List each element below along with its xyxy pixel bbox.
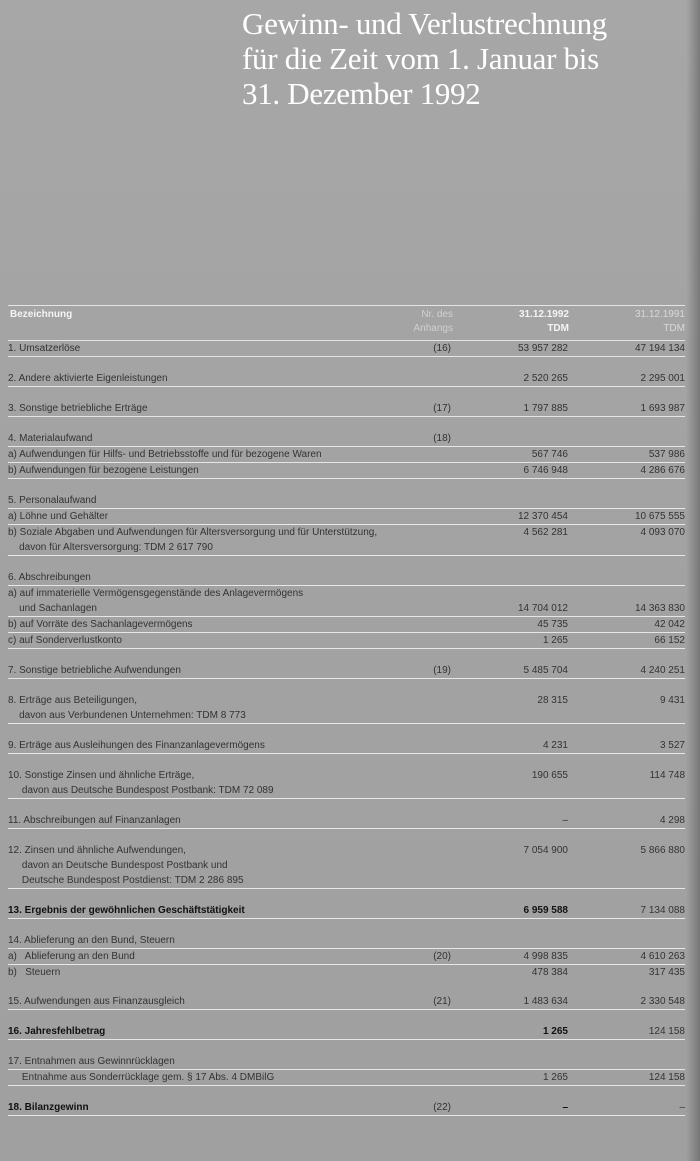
row-label: 18. Bilanzgewinn <box>8 1102 89 1113</box>
row-value-1992: 2 520 265 <box>523 373 568 384</box>
row-value-1991: 47 194 134 <box>634 343 685 354</box>
row-spacer <box>8 387 685 401</box>
row-spacer <box>8 829 685 843</box>
table-row <box>8 738 685 754</box>
row-value-1992: – <box>562 815 568 826</box>
row-label: 10. Sonstige Zinsen und ähnliche Erträge, <box>8 770 195 781</box>
row-value-1991: 1 693 987 <box>640 403 685 414</box>
row-label: 1. Umsatzerlöse <box>8 343 81 354</box>
row-value-1992: 1 797 885 <box>523 403 568 414</box>
row-label: 6. Abschreibungen <box>8 572 91 583</box>
row-value-1991: 9 431 <box>659 695 685 706</box>
table-row <box>8 994 685 1010</box>
row-value-1991: 5 866 880 <box>640 845 685 856</box>
row-label: davon für Altersversorgung: TDM 2 617 790 <box>8 542 213 553</box>
row-label: 16. Jahresfehlbetrag <box>8 1026 106 1037</box>
row-value-1992: 5 485 704 <box>523 665 568 676</box>
table-row <box>8 693 685 708</box>
table-row <box>8 768 685 783</box>
row-value-1992: 53 957 282 <box>517 343 568 354</box>
column-header-1992 <box>519 308 569 336</box>
row-label: 3. Sonstige betriebliche Erträge <box>8 403 148 414</box>
table-row <box>8 570 685 586</box>
row-note-ref: (20) <box>433 951 451 962</box>
row-value-1992: 6 959 588 <box>523 905 568 916</box>
table-row <box>8 431 685 447</box>
table-row <box>8 540 685 556</box>
row-label: 13. Ergebnis der gewöhnlichen Geschäftstätigkeit <box>8 905 245 916</box>
year2-header-unit: TDM <box>663 323 685 334</box>
row-label: a) auf immaterielle Vermögensgegenstände des Anlagevermögens <box>8 588 304 599</box>
row-value-1992: 478 384 <box>531 967 568 978</box>
table-row <box>8 843 685 858</box>
table-body <box>8 341 685 1116</box>
row-label: a) Ablieferung an den Bund <box>8 951 135 962</box>
row-label: davon an Deutsche Bundespost Postbank und <box>8 860 228 871</box>
row-value-1991: 4 298 <box>659 815 685 826</box>
row-value-1992: 1 265 <box>542 1072 568 1083</box>
row-value-1992: 28 315 <box>537 695 568 706</box>
table-row <box>8 525 685 540</box>
document-title <box>242 6 682 111</box>
title-line-1: Gewinn- und Verlustrechnung <box>242 6 607 41</box>
row-value-1991: 14 363 830 <box>634 603 685 614</box>
row-label: 12. Zinsen und ähnliche Aufwendungen, <box>8 845 186 856</box>
page-edge-shadow <box>686 0 700 1161</box>
row-label: 11. Abschreibungen auf Finanzanlagen <box>8 815 181 826</box>
row-note-ref: (16) <box>433 343 451 354</box>
row-spacer <box>8 754 685 768</box>
table-row <box>8 463 685 479</box>
row-spacer <box>8 1010 685 1024</box>
note-header-line-1: Nr. des <box>421 309 453 320</box>
row-spacer <box>8 799 685 813</box>
row-spacer <box>8 479 685 493</box>
table-row <box>8 1100 685 1116</box>
row-value-1992: 4 231 <box>542 740 568 751</box>
row-label: davon aus Deutsche Bundespost Postbank: TDM 72 089 <box>8 785 274 796</box>
row-spacer <box>8 649 685 663</box>
row-label: davon aus Verbundenen Unternehmen: TDM 8 773 <box>8 710 246 721</box>
table-row <box>8 601 685 617</box>
row-spacer <box>8 357 685 371</box>
table-row <box>8 783 685 799</box>
row-value-1991: 2 330 548 <box>640 996 685 1007</box>
row-value-1992: 4 998 835 <box>523 951 568 962</box>
row-value-1991: 3 527 <box>659 740 685 751</box>
row-note-ref: (19) <box>433 665 451 676</box>
table-row <box>8 633 685 649</box>
table-row <box>8 1024 685 1040</box>
row-label: 4. Materialaufwand <box>8 433 93 444</box>
table-row <box>8 949 685 965</box>
year1-header-unit: TDM <box>547 323 569 334</box>
table-row <box>8 493 685 509</box>
row-label: 17. Entnahmen aus Gewinnrücklagen <box>8 1056 175 1067</box>
row-label: a) Löhne und Gehälter <box>8 511 109 522</box>
table-row <box>8 873 685 889</box>
row-value-1991: 124 158 <box>648 1026 685 1037</box>
table-row <box>8 708 685 724</box>
row-label: b) Steuern <box>8 967 61 978</box>
row-value-1992: 45 735 <box>537 619 568 630</box>
row-value-1991: 537 986 <box>648 449 685 460</box>
row-label: b) auf Vorräte des Sachanlagevermögens <box>8 619 193 630</box>
row-value-1991: 66 152 <box>654 635 685 646</box>
year1-header-date: 31.12.1992 <box>518 309 569 320</box>
year2-header-date: 31.12.1991 <box>634 309 685 320</box>
row-note-ref: (21) <box>433 996 451 1007</box>
row-note-ref: (22) <box>433 1102 451 1113</box>
row-value-1991: – <box>679 1102 685 1113</box>
table-row <box>8 509 685 525</box>
table-row <box>8 813 685 829</box>
row-value-1992: 6 746 948 <box>523 465 568 476</box>
table-row <box>8 858 685 873</box>
table-row <box>8 617 685 633</box>
row-value-1992: 1 265 <box>542 635 568 646</box>
row-value-1992: 1 483 634 <box>523 996 568 1007</box>
row-label: 2. Andere aktivierte Eigenleistungen <box>8 373 168 384</box>
row-value-1991: 114 748 <box>649 770 685 781</box>
row-spacer <box>8 556 685 570</box>
row-label: c) auf Sonderverlustkonto <box>8 635 122 646</box>
row-label: b) Soziale Abgaben und Aufwendungen für Altersversorgung und für Unterstützung, <box>8 527 378 538</box>
row-value-1992: – <box>562 1102 568 1113</box>
row-value-1992: 14 704 012 <box>517 603 568 614</box>
table-row <box>8 903 685 919</box>
row-note-ref: (17) <box>433 403 451 414</box>
row-value-1992: 12 370 454 <box>517 511 568 522</box>
row-value-1992: 1 265 <box>542 1026 568 1037</box>
table-row <box>8 1070 685 1086</box>
row-spacer <box>8 919 685 933</box>
row-spacer <box>8 679 685 693</box>
note-header-line-2: Anhangs <box>413 323 453 334</box>
row-spacer <box>8 1040 685 1054</box>
table-row <box>8 341 685 357</box>
column-header-note <box>414 308 453 336</box>
row-value-1991: 4 610 263 <box>640 951 685 962</box>
table-row <box>8 965 685 980</box>
row-label: 7. Sonstige betriebliche Aufwendungen <box>8 665 181 676</box>
row-value-1991: 4 286 676 <box>640 465 685 476</box>
title-line-2: für die Zeit vom 1. Januar bis <box>242 41 599 76</box>
table-row <box>8 401 685 417</box>
table-row <box>8 933 685 949</box>
title-line-3: 31. Dezember 1992 <box>242 76 481 111</box>
row-label: Entnahme aus Sonderrücklage gem. § 17 Abs. 4 DMBilG <box>8 1072 275 1083</box>
row-value-1992: 4 562 281 <box>523 527 568 538</box>
row-value-1991: 7 134 088 <box>640 905 685 916</box>
table-header <box>8 305 685 341</box>
row-spacer <box>8 1086 685 1100</box>
row-value-1992: 7 054 900 <box>523 845 568 856</box>
row-label: 5. Personalaufwand <box>8 495 97 506</box>
row-value-1991: 124 158 <box>648 1072 685 1083</box>
table-row <box>8 663 685 679</box>
row-value-1991: 317 435 <box>648 967 685 978</box>
row-spacer <box>8 980 685 994</box>
table-row <box>8 371 685 387</box>
row-spacer <box>8 724 685 738</box>
column-header-label: Bezeichnung <box>10 309 73 320</box>
row-spacer <box>8 889 685 903</box>
column-header-1991 <box>635 308 685 336</box>
row-label: und Sachanlagen <box>8 603 97 614</box>
row-note-ref: (18) <box>433 433 451 444</box>
table-row <box>8 1054 685 1070</box>
income-statement-table <box>8 305 685 1116</box>
row-spacer <box>8 417 685 431</box>
row-label: b) Aufwendungen für bezogene Leistungen <box>8 465 199 476</box>
row-value-1991: 42 042 <box>654 619 685 630</box>
table-row <box>8 586 685 601</box>
row-value-1991: 4 240 251 <box>640 665 685 676</box>
row-value-1991: 10 675 555 <box>634 511 685 522</box>
row-label: a) Aufwendungen für Hilfs- und Betriebsstoffe und für bezogene Waren <box>8 449 322 460</box>
row-label: 8. Erträge aus Beteiligungen, <box>8 695 137 706</box>
row-value-1992: 567 746 <box>531 449 568 460</box>
row-label: Deutsche Bundespost Postdienst: TDM 2 286 895 <box>8 875 244 886</box>
row-label: 9. Erträge aus Ausleihungen des Finanzanlagevermögens <box>8 740 265 751</box>
row-label: 15. Aufwendungen aus Finanzausgleich <box>8 996 185 1007</box>
row-label: 14. Ablieferung an den Bund, Steuern <box>8 935 175 946</box>
row-value-1991: 4 093 070 <box>640 527 685 538</box>
row-value-1992: 190 655 <box>531 770 568 781</box>
table-row <box>8 447 685 463</box>
row-value-1991: 2 295 001 <box>640 373 685 384</box>
